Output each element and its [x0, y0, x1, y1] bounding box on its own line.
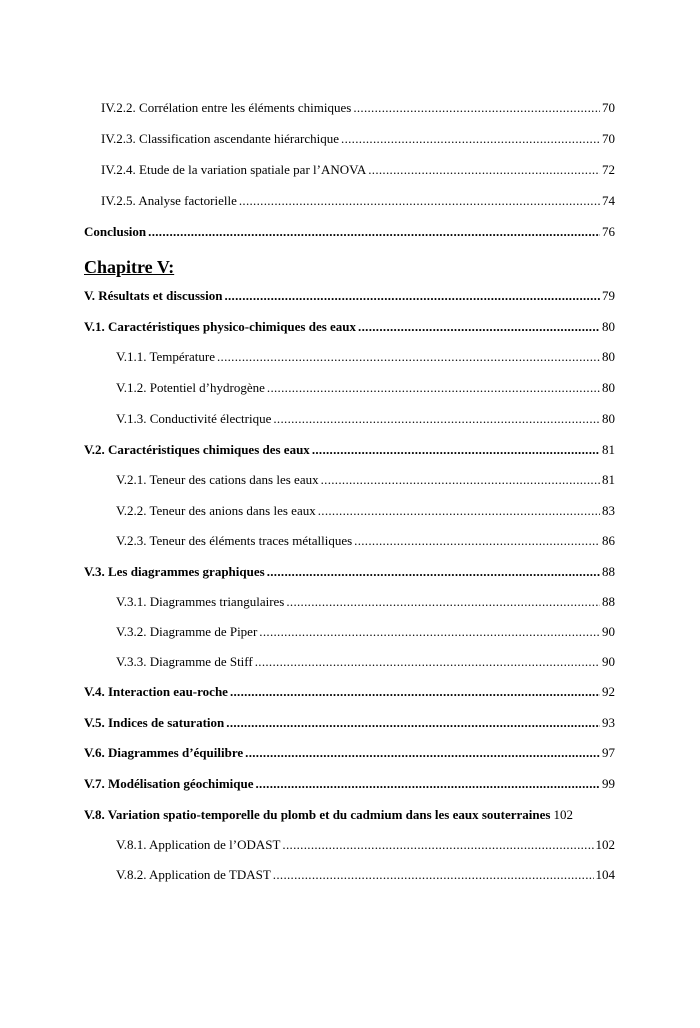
toc-entry-page: 70	[602, 100, 615, 115]
toc-entry-page: 93	[602, 715, 615, 730]
toc-entry	[0, 713, 700, 733]
toc-entry-title: IV.2.3. Classification ascendante hiérarchique	[101, 131, 340, 146]
toc-entry-title: V.7. Modélisation géochimique	[84, 776, 254, 791]
toc-entry-title: V.2. Caractéristiques chimiques des eaux	[84, 442, 310, 457]
toc-entry	[0, 409, 700, 429]
toc-entry-title: V.3.1. Diagrammes triangulaires	[116, 594, 285, 609]
toc-entry-page: 80	[602, 380, 615, 395]
toc-entry-page: 81	[602, 442, 615, 457]
toc-entry-page: 86	[602, 533, 615, 548]
toc-entry-page: 76	[602, 224, 615, 239]
leader-dots	[368, 160, 600, 180]
toc-entry-conclusion	[0, 222, 700, 242]
toc-entry	[0, 531, 700, 551]
leader-dots	[224, 286, 600, 306]
toc-entry-page: 80	[602, 411, 615, 426]
toc-entry-title: V.3. Les diagrammes graphiques	[84, 564, 265, 579]
leader-dots	[259, 622, 600, 642]
leader-dots	[273, 865, 594, 885]
leader-dots	[312, 440, 600, 460]
leader-dots	[267, 378, 600, 398]
leader-dots	[282, 835, 593, 855]
toc-entry	[0, 286, 700, 306]
leader-dots	[230, 682, 600, 702]
toc-entry-page: 90	[602, 624, 615, 639]
toc-entry-title: V.6. Diagrammes d’équilibre	[84, 745, 244, 760]
leader-dots	[245, 743, 600, 763]
toc-entry-title: V.1.1. Température	[116, 349, 215, 364]
toc-entry-page: 97	[602, 745, 615, 760]
leader-dots	[239, 191, 600, 211]
toc-entry	[0, 682, 700, 702]
toc-entry-page: 80	[602, 319, 615, 334]
leader-dots	[217, 347, 600, 367]
toc-entry	[0, 378, 700, 398]
toc-entry-title: V.1.2. Potentiel d’hydrogène	[116, 380, 265, 395]
toc-entry	[0, 98, 700, 118]
toc-entry-page: 72	[602, 162, 615, 177]
toc-entry-title: V.4. Interaction eau-roche	[84, 684, 228, 699]
leader-dots	[354, 531, 600, 551]
toc-entry	[0, 317, 700, 337]
toc-entry-page: 88	[602, 564, 615, 579]
toc-entry	[0, 160, 700, 180]
toc-entry	[0, 440, 700, 460]
toc-entry-title: IV.2.5. Analyse factorielle	[101, 193, 237, 208]
toc-entry	[0, 347, 700, 367]
toc-entry-title: V.5. Indices de saturation	[84, 715, 225, 730]
toc-entry-title: V.8. Variation spatio-temporelle du plomb et du cadmium dans les eaux souterraines	[84, 807, 551, 822]
toc-entry-page: 102	[595, 837, 615, 852]
leader-dots	[358, 317, 600, 337]
toc-entry-title: V.8.1. Application de l’ODAST	[116, 837, 281, 852]
toc-entry-title: V.8.2. Application de TDAST	[116, 867, 271, 882]
leader-dots	[286, 592, 600, 612]
toc-entry-title: V.1.3. Conductivité électrique	[116, 411, 272, 426]
toc-entry	[0, 865, 700, 885]
leader-dots	[226, 713, 600, 733]
toc-entry-title: V.3.2. Diagramme de Piper	[116, 624, 258, 639]
leader-dots	[321, 470, 600, 490]
toc-entry-title: V.2.3. Teneur des éléments traces métalliques	[116, 533, 353, 548]
leader-dots	[256, 774, 601, 794]
toc-entry-page: 83	[602, 503, 615, 518]
toc-entry-page: 99	[602, 776, 615, 791]
leader-dots	[318, 501, 600, 521]
leader-dots	[148, 222, 600, 242]
toc-entry	[0, 129, 700, 149]
toc-entry-page: 80	[602, 349, 615, 364]
toc-entry	[0, 470, 700, 490]
leader-dots	[273, 409, 600, 429]
toc-entry-title: V.1. Caractéristiques physico-chimiques des eaux	[84, 319, 357, 334]
toc-entry-page: 81	[602, 472, 615, 487]
leader-dots	[341, 129, 600, 149]
toc-entry	[0, 562, 700, 582]
toc-entry-page: 92	[602, 684, 615, 699]
toc-entry-title: V. Résultats et discussion	[84, 288, 223, 303]
toc-entry-page: 90	[602, 654, 615, 669]
toc-entry-title: V.2.1. Teneur des cations dans les eaux	[116, 472, 319, 487]
toc-entry-page: 104	[595, 867, 615, 882]
toc-entry-page: 74	[602, 193, 615, 208]
toc-entry-title: Conclusion	[84, 224, 147, 239]
leader-dots	[267, 562, 600, 582]
toc-entry	[0, 592, 700, 612]
toc-entry	[0, 743, 700, 763]
toc-entry-title: V.3.3. Diagramme de Stiff	[116, 654, 253, 669]
toc-entry	[0, 652, 700, 672]
toc-entry-page: 79	[602, 288, 615, 303]
chapter-heading: Chapitre V:	[84, 257, 175, 277]
toc-entry	[0, 774, 700, 794]
toc-entry	[0, 622, 700, 642]
toc-entry	[0, 805, 700, 825]
leader-dots	[255, 652, 600, 672]
toc-entry-title: IV.2.2. Corrélation entre les éléments chimiques	[101, 100, 352, 115]
toc-entry-page: 70	[602, 131, 615, 146]
toc-entry	[0, 835, 700, 855]
toc-entry-page: 102	[553, 807, 573, 822]
toc-entry-page: 88	[602, 594, 615, 609]
toc-entry-title: IV.2.4. Etude de la variation spatiale par l’ANOVA	[101, 162, 367, 177]
leader-dots	[353, 98, 600, 118]
toc-entry-title: V.2.2. Teneur des anions dans les eaux	[116, 503, 316, 518]
toc-entry	[0, 191, 700, 211]
toc-entry	[0, 501, 700, 521]
